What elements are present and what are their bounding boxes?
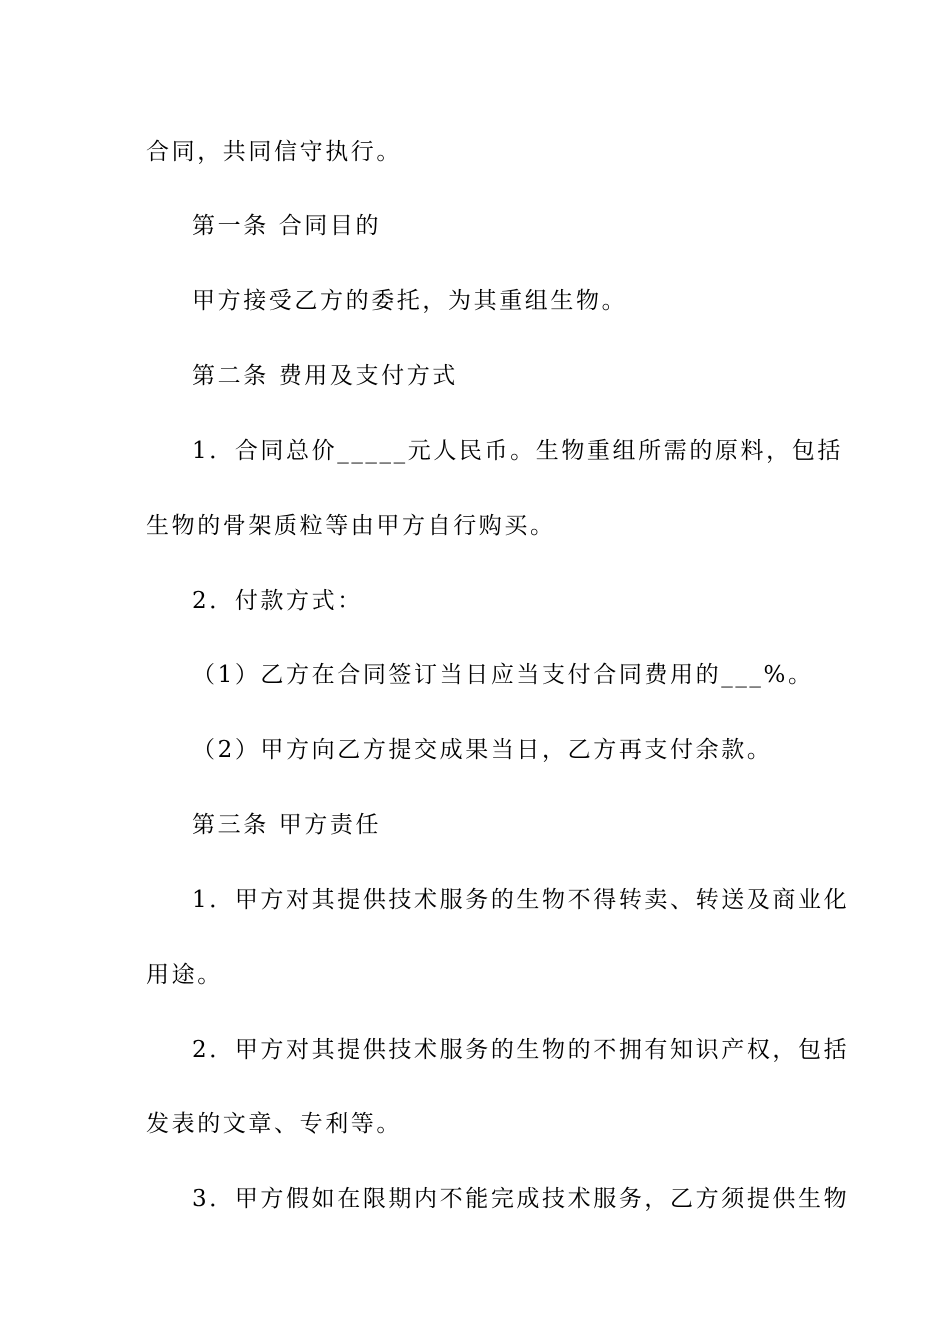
article-3-item-2-line-2: 发表的文章、专利等。	[146, 1111, 402, 1137]
paragraph-continuation: 合同，共同信守执行。	[146, 139, 402, 165]
article-2-item-2-sub-2: （2）甲方向乙方提交成果当日，乙方再支付余款。	[192, 737, 773, 763]
article-3-item-1-line-1: 1．甲方对其提供技术服务的生物不得转卖、转送及商业化	[192, 887, 850, 913]
article-3-heading: 第三条 甲方责任	[192, 812, 382, 838]
article-2-item-1-line-1: 1．合同总价_____元人民币。生物重组所需的原料，包括	[192, 438, 843, 464]
article-3-item-1-line-2: 用途。	[146, 962, 223, 988]
article-2-item-2-sub-1: （1）乙方在合同签订当日应当支付合同费用的___%。	[192, 662, 814, 688]
article-2-item-2: 2．付款方式：	[192, 588, 363, 614]
article-3-item-3-line-1: 3．甲方假如在限期内不能完成技术服务，乙方须提供生物	[192, 1186, 850, 1212]
article-1-text: 甲方接受乙方的委托，为其重组生物。	[192, 288, 628, 314]
article-1-heading: 第一条 合同目的	[192, 213, 382, 239]
article-3-item-2-line-1: 2．甲方对其提供技术服务的生物的不拥有知识产权，包括	[192, 1037, 850, 1063]
article-2-heading: 第二条 费用及支付方式	[192, 363, 458, 389]
article-2-item-1-line-2: 生物的骨架质粒等由甲方自行购买。	[146, 513, 556, 539]
